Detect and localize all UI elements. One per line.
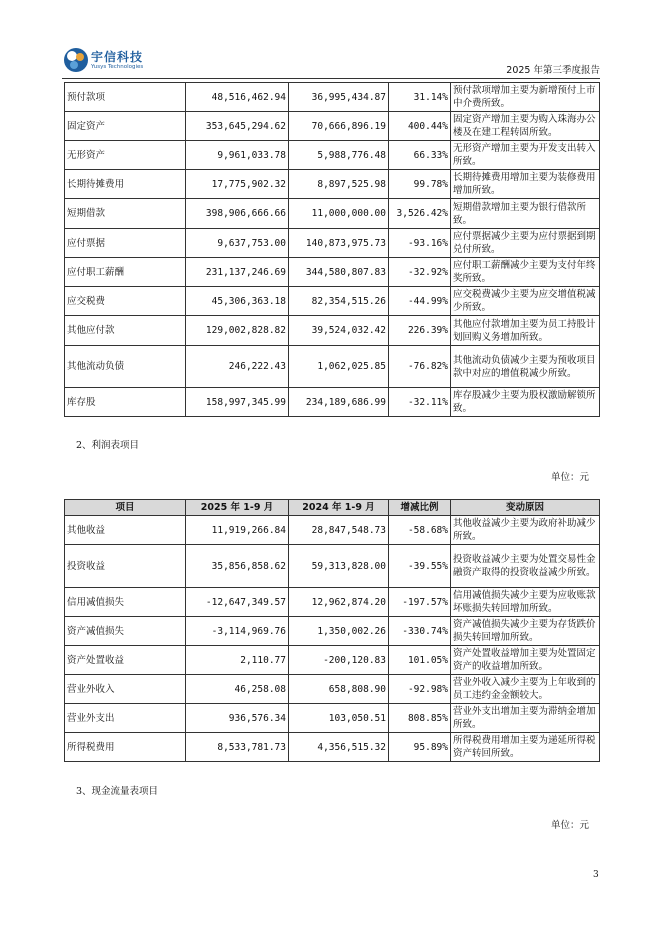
table-row xyxy=(65,704,600,733)
logo-mark-icon xyxy=(62,46,90,74)
table-row xyxy=(65,733,600,762)
header-divider xyxy=(62,78,600,79)
table-row xyxy=(65,516,600,545)
column-header-ratio: 增减比例 xyxy=(389,500,451,516)
table-row xyxy=(65,287,600,316)
column-header-current: 2025 年 1-9 月 xyxy=(186,500,289,516)
row-current-value: 11,919,266.84 xyxy=(186,516,289,545)
row-item-name: 应付票据 xyxy=(65,229,186,258)
row-previous-value: 140,873,975.73 xyxy=(289,229,389,258)
row-previous-value: 1,350,002.26 xyxy=(289,617,389,646)
balance-sheet-table xyxy=(64,82,600,417)
row-item-name: 其他流动负债 xyxy=(65,346,186,388)
row-change-ratio: -76.82% xyxy=(389,346,451,388)
column-header-reason: 变动原因 xyxy=(451,500,600,516)
report-title: 2025 年第三季度报告 xyxy=(506,65,600,76)
row-previous-value: -200,120.83 xyxy=(289,646,389,675)
table-row xyxy=(65,199,600,229)
row-current-value: -3,114,969.76 xyxy=(186,617,289,646)
row-change-reason: 预付款项增加主要为新增预付上市中介费所致。 xyxy=(451,83,600,112)
row-current-value: 936,576.34 xyxy=(186,704,289,733)
row-previous-value: 4,356,515.32 xyxy=(289,733,389,762)
row-previous-value: 344,580,807.83 xyxy=(289,258,389,287)
row-change-ratio: 3,526.42% xyxy=(389,199,451,229)
row-previous-value: 234,189,686.99 xyxy=(289,388,389,417)
row-current-value: 2,110.77 xyxy=(186,646,289,675)
row-change-reason: 无形资产增加主要为开发支出转入所致。 xyxy=(451,141,600,170)
row-change-ratio: -197.57% xyxy=(389,588,451,617)
row-current-value: 48,516,462.94 xyxy=(186,83,289,112)
row-item-name: 应付职工薪酬 xyxy=(65,258,186,287)
table-row xyxy=(65,170,600,199)
page-header xyxy=(62,46,600,78)
table-row xyxy=(65,646,600,675)
logo-text-cn: 宇信科技 xyxy=(91,50,144,64)
row-previous-value: 11,000,000.00 xyxy=(289,199,389,229)
row-change-reason: 资产处置收益增加主要为处置固定资产的收益增加所致。 xyxy=(451,646,600,675)
row-current-value: 17,775,902.32 xyxy=(186,170,289,199)
row-item-name: 资产减值损失 xyxy=(65,617,186,646)
row-change-ratio: -58.68% xyxy=(389,516,451,545)
row-change-ratio: 99.78% xyxy=(389,170,451,199)
cashflow-unit: 单位：元 xyxy=(551,820,590,831)
company-logo xyxy=(62,46,162,76)
table-row xyxy=(65,229,600,258)
table-row xyxy=(65,545,600,588)
row-current-value: 246,222.43 xyxy=(186,346,289,388)
row-change-ratio: 66.33% xyxy=(389,141,451,170)
row-item-name: 所得税费用 xyxy=(65,733,186,762)
table-row xyxy=(65,258,600,287)
row-item-name: 固定资产 xyxy=(65,112,186,141)
row-change-reason: 短期借款增加主要为银行借款所致。 xyxy=(451,199,600,229)
row-change-ratio: -93.16% xyxy=(389,229,451,258)
row-item-name: 营业外支出 xyxy=(65,704,186,733)
row-previous-value: 70,666,896.19 xyxy=(289,112,389,141)
table-row xyxy=(65,388,600,417)
row-current-value: -12,647,349.57 xyxy=(186,588,289,617)
row-current-value: 8,533,781.73 xyxy=(186,733,289,762)
row-change-ratio: 808.85% xyxy=(389,704,451,733)
table-row xyxy=(65,617,600,646)
row-previous-value: 82,354,515.26 xyxy=(289,287,389,316)
row-change-reason: 投资收益减少主要为处置交易性金融资产取得的投资收益减少所致。 xyxy=(451,545,600,588)
row-item-name: 应交税费 xyxy=(65,287,186,316)
income-statement-table xyxy=(64,499,600,762)
row-item-name: 资产处置收益 xyxy=(65,646,186,675)
column-header-previous: 2024 年 1-9 月 xyxy=(289,500,389,516)
row-change-reason: 库存股减少主要为股权激励解锁所致。 xyxy=(451,388,600,417)
table-row xyxy=(65,346,600,388)
row-change-ratio: 226.39% xyxy=(389,316,451,346)
row-change-ratio: -32.92% xyxy=(389,258,451,287)
row-change-reason: 长期待摊费用增加主要为装修费用增加所致。 xyxy=(451,170,600,199)
row-change-ratio: 400.44% xyxy=(389,112,451,141)
row-change-ratio: -39.55% xyxy=(389,545,451,588)
row-change-ratio: -44.99% xyxy=(389,287,451,316)
row-change-reason: 资产减值损失减少主要为存货跌价损失转回增加所致。 xyxy=(451,617,600,646)
row-previous-value: 36,995,434.87 xyxy=(289,83,389,112)
row-current-value: 35,856,858.62 xyxy=(186,545,289,588)
row-change-reason: 所得税费用增加主要为递延所得税资产转回所致。 xyxy=(451,733,600,762)
column-header-item: 项目 xyxy=(65,500,186,516)
row-previous-value: 658,808.90 xyxy=(289,675,389,704)
row-change-reason: 其他流动负债减少主要为预收项目款中对应的增值税减少所致。 xyxy=(451,346,600,388)
row-change-reason: 营业外支出增加主要为滞纳金增加所致。 xyxy=(451,704,600,733)
row-item-name: 其他收益 xyxy=(65,516,186,545)
row-previous-value: 1,062,025.85 xyxy=(289,346,389,388)
row-change-ratio: -330.74% xyxy=(389,617,451,646)
row-change-reason: 固定资产增加主要为购入珠海办公楼及在建工程转固所致。 xyxy=(451,112,600,141)
row-previous-value: 28,847,548.73 xyxy=(289,516,389,545)
row-item-name: 信用减值损失 xyxy=(65,588,186,617)
row-change-ratio: 95.89% xyxy=(389,733,451,762)
table-row xyxy=(65,588,600,617)
row-previous-value: 59,313,828.00 xyxy=(289,545,389,588)
row-previous-value: 39,524,032.42 xyxy=(289,316,389,346)
row-change-reason: 应交税费减少主要为应交增值税减少所致。 xyxy=(451,287,600,316)
row-change-ratio: -32.11% xyxy=(389,388,451,417)
row-change-reason: 其他应付款增加主要为员工持股计划回购义务增加所致。 xyxy=(451,316,600,346)
logo-text-en: Yusys Technologies xyxy=(91,64,144,70)
row-current-value: 129,002,828.82 xyxy=(186,316,289,346)
row-current-value: 398,906,666.66 xyxy=(186,199,289,229)
page-number: 3 xyxy=(593,870,599,880)
row-change-reason: 信用减值损失减少主要为应收账款坏账损失转回增加所致。 xyxy=(451,588,600,617)
row-change-reason: 营业外收入减少主要为上年收到的员工违约金金额较大。 xyxy=(451,675,600,704)
row-change-ratio: -92.98% xyxy=(389,675,451,704)
row-item-name: 库存股 xyxy=(65,388,186,417)
table-row xyxy=(65,675,600,704)
row-previous-value: 103,050.51 xyxy=(289,704,389,733)
income-unit: 单位：元 xyxy=(551,472,590,483)
row-current-value: 158,997,345.99 xyxy=(186,388,289,417)
row-current-value: 9,961,033.78 xyxy=(186,141,289,170)
table-row xyxy=(65,316,600,346)
row-current-value: 45,306,363.18 xyxy=(186,287,289,316)
income-section-title: 2、利润表项目 xyxy=(76,440,140,451)
row-previous-value: 12,962,874.20 xyxy=(289,588,389,617)
row-change-reason: 应付职工薪酬减少主要为支付年终奖所致。 xyxy=(451,258,600,287)
row-previous-value: 5,988,776.48 xyxy=(289,141,389,170)
cashflow-section-title: 3、现金流量表项目 xyxy=(76,786,159,797)
row-item-name: 投资收益 xyxy=(65,545,186,588)
row-change-reason: 应付票据减少主要为应付票据到期兑付所致。 xyxy=(451,229,600,258)
row-change-ratio: 101.05% xyxy=(389,646,451,675)
row-change-reason: 其他收益减少主要为政府补助减少所致。 xyxy=(451,516,600,545)
row-item-name: 预付款项 xyxy=(65,83,186,112)
table-row xyxy=(65,141,600,170)
row-item-name: 其他应付款 xyxy=(65,316,186,346)
table-row xyxy=(65,112,600,141)
row-current-value: 9,637,753.00 xyxy=(186,229,289,258)
row-current-value: 353,645,294.62 xyxy=(186,112,289,141)
income-table-header-row xyxy=(65,500,600,516)
table-row xyxy=(65,83,600,112)
row-change-ratio: 31.14% xyxy=(389,83,451,112)
row-item-name: 无形资产 xyxy=(65,141,186,170)
row-current-value: 46,258.08 xyxy=(186,675,289,704)
row-item-name: 长期待摊费用 xyxy=(65,170,186,199)
row-previous-value: 8,897,525.98 xyxy=(289,170,389,199)
row-item-name: 营业外收入 xyxy=(65,675,186,704)
row-item-name: 短期借款 xyxy=(65,199,186,229)
row-current-value: 231,137,246.69 xyxy=(186,258,289,287)
